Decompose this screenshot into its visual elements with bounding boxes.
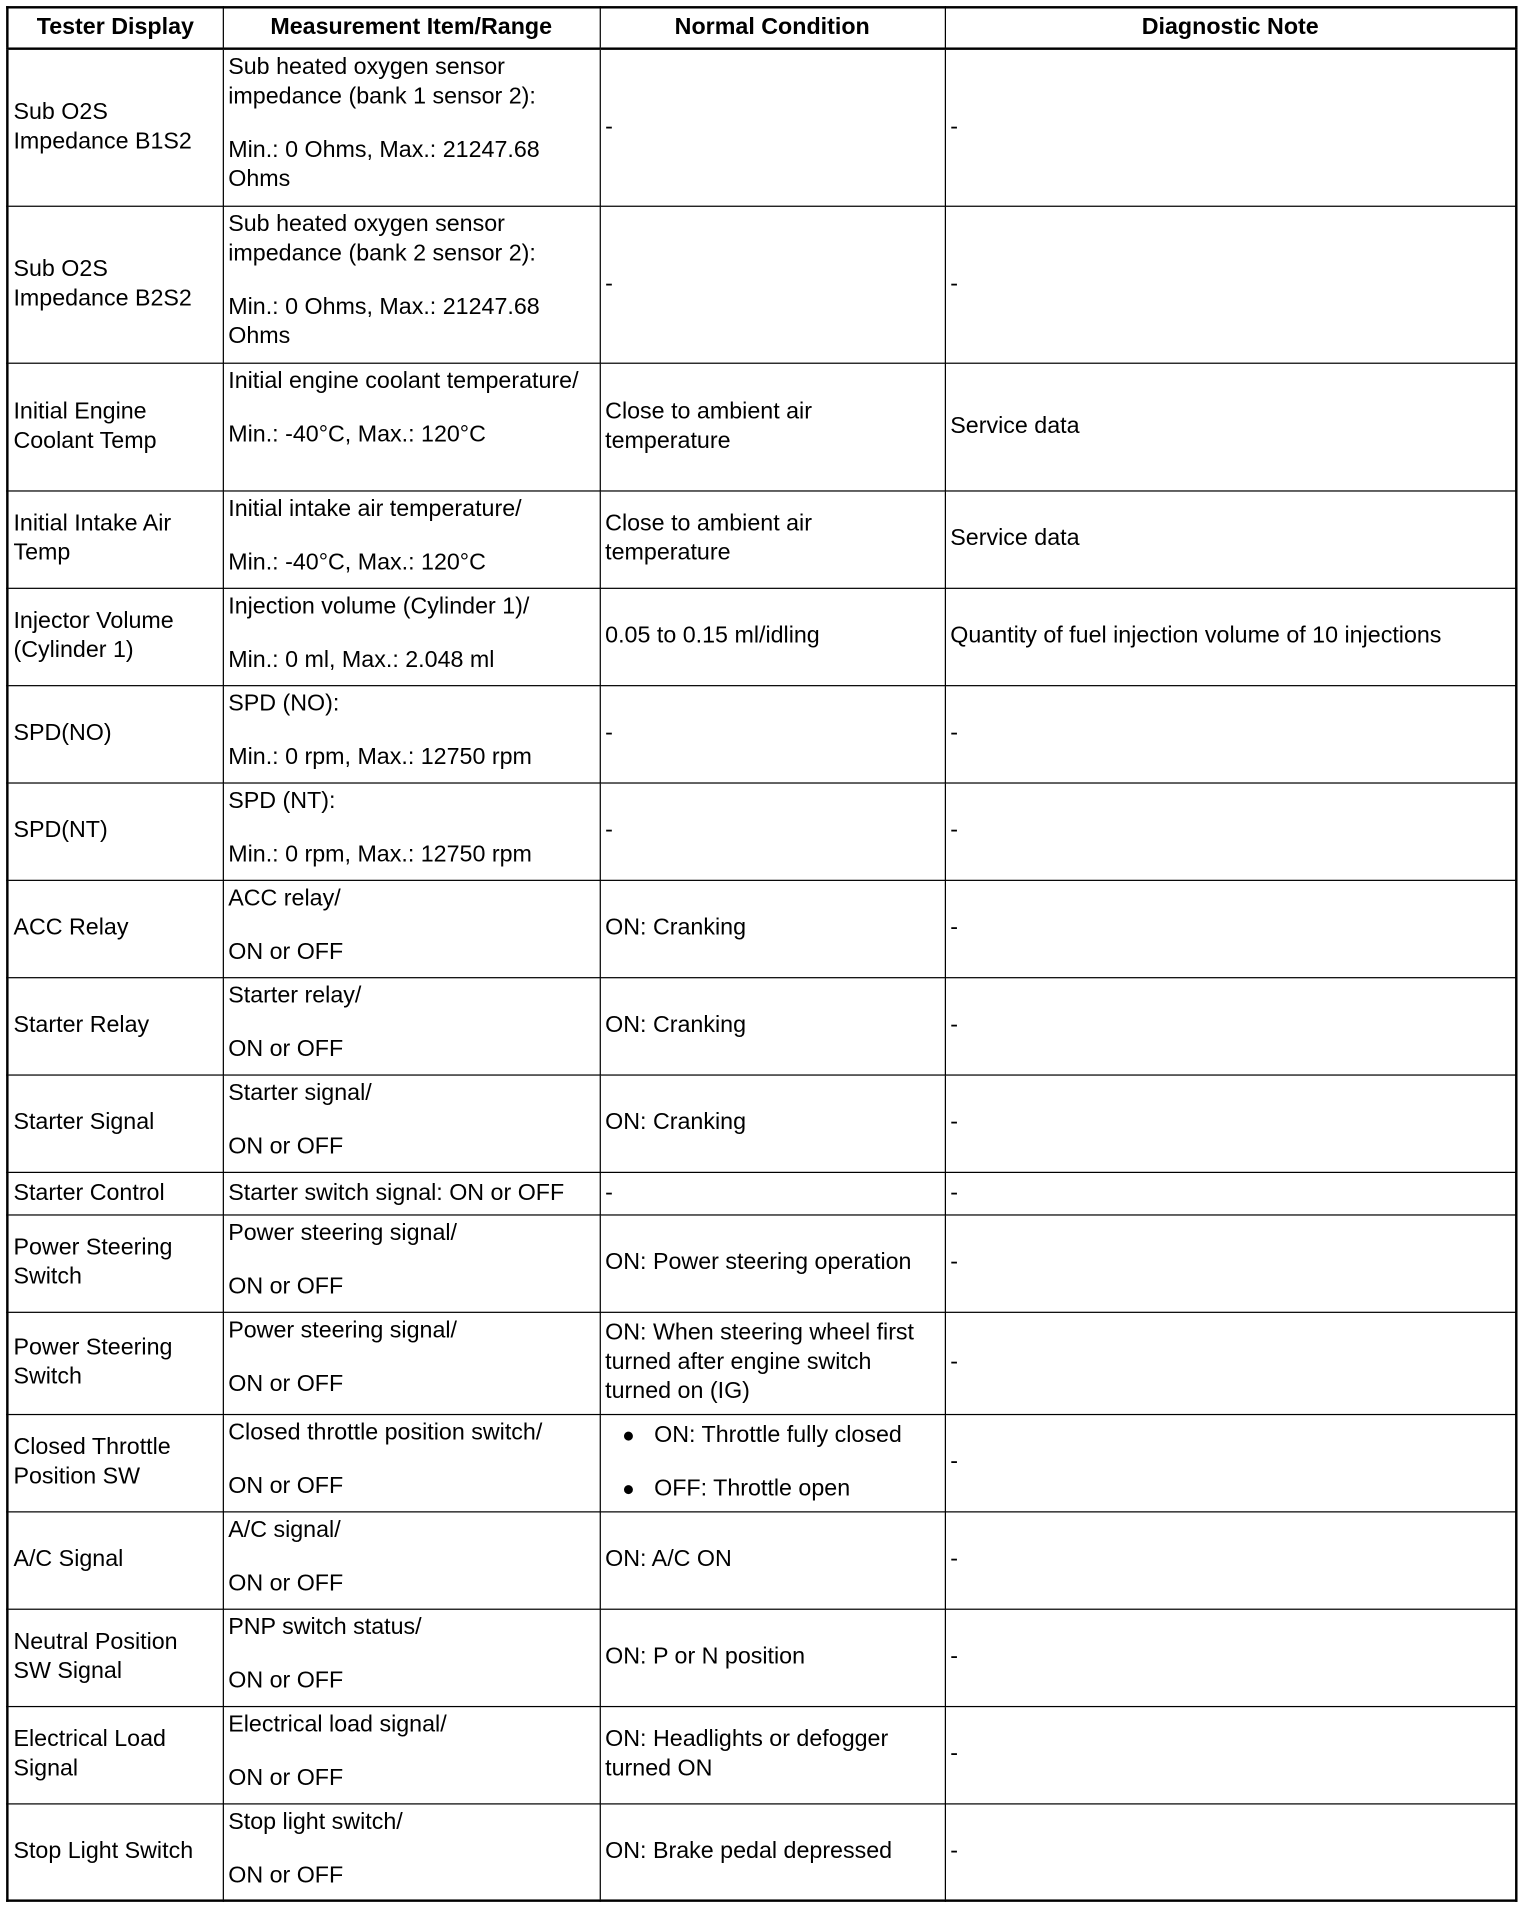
measurement-item-cell: [223, 1074, 600, 1171]
diagnostic-note-cell: -: [945, 1706, 1517, 1803]
measurement-item-text: Initial intake air temperature/: [228, 495, 522, 522]
normal-condition-cell: ON: Headlights or defogger turned ON: [600, 1706, 945, 1803]
table-row: [7, 782, 1516, 879]
diagnostic-note-cell: -: [945, 206, 1517, 363]
tester-display-cell: SPD(NO): [7, 685, 222, 782]
diagnostic-note-cell: Service data: [945, 363, 1517, 491]
table-row: [7, 206, 1516, 363]
normal-condition-cell: Close to ambient air temperature: [600, 363, 945, 491]
table-row: [7, 1803, 1516, 1900]
normal-condition-cell: -: [600, 49, 945, 206]
measurement-range-text: ON or OFF: [228, 1862, 344, 1888]
normal-condition-cell: ON: Power steering operation: [600, 1214, 945, 1311]
diagnostic-note-cell: -: [945, 685, 1517, 782]
measurement-item-cell: [223, 1172, 600, 1215]
tester-display-cell: Power Steering Switch: [7, 1312, 222, 1414]
measurement-item-text: SPD (NT):: [228, 787, 336, 814]
normal-condition-cell: -: [600, 685, 945, 782]
normal-condition-cell: ON: Cranking: [600, 977, 945, 1074]
normal-condition-cell: ON: Cranking: [600, 1074, 945, 1171]
table-row: [7, 49, 1516, 206]
measurement-item-cell: [223, 1609, 600, 1706]
diagnostic-note-cell: -: [945, 49, 1517, 206]
measurement-item-cell: [223, 1511, 600, 1608]
measurement-item-cell: [223, 1706, 600, 1803]
table-row: [7, 588, 1516, 685]
tester-display-cell: Closed Throttle Position SW: [7, 1414, 222, 1511]
table-row: [7, 1312, 1516, 1414]
table-row: [7, 1172, 1516, 1215]
header-diagnostic-note: Diagnostic Note: [945, 7, 1517, 48]
measurement-item-cell: [223, 206, 600, 363]
table-row: [7, 1511, 1516, 1608]
tester-display-cell: Neutral Position SW Signal: [7, 1609, 222, 1706]
normal-condition-cell: [600, 1414, 945, 1511]
measurement-range-text: ON or OFF: [228, 1036, 344, 1062]
measurement-item-text: Starter signal/: [228, 1079, 372, 1106]
tester-display-cell: Starter Signal: [7, 1074, 222, 1171]
measurement-item-text: Initial engine coolant temperature/: [228, 368, 579, 394]
tester-display-cell: Initial Intake Air Temp: [7, 490, 222, 587]
tester-display-cell: Sub O2S Impedance B1S2: [7, 49, 222, 206]
normal-condition-cell: Close to ambient air temperature: [600, 490, 945, 587]
diagnostic-note-cell: -: [945, 1312, 1517, 1414]
normal-condition-cell: ON: P or N position: [600, 1609, 945, 1706]
table-header-row: [7, 7, 1516, 48]
tester-display-cell: Stop Light Switch: [7, 1803, 222, 1900]
table-row: [7, 977, 1516, 1074]
measurement-item-text: Stop light switch/: [228, 1808, 403, 1835]
diagnostic-note-cell: -: [945, 1803, 1517, 1900]
measurement-range-text: ON or OFF: [228, 1764, 344, 1791]
measurement-item-cell: [223, 1312, 600, 1414]
measurement-item-cell: [223, 782, 600, 879]
normal-condition-bullet: ● ON: Throttle fully closed: [622, 1421, 939, 1450]
measurement-item-text: Power steering signal/: [228, 1317, 458, 1343]
normal-condition-cell: ON: When steering wheel first turned after engine switch turned on (IG): [600, 1312, 945, 1414]
measurement-range-text: ON or OFF: [228, 1570, 344, 1596]
diagnostic-note-cell: Quantity of fuel injection volume of 10 injections: [945, 588, 1517, 685]
normal-condition-cell: -: [600, 206, 945, 363]
measurement-item-cell: [223, 977, 600, 1074]
tester-display-cell: Initial Engine Coolant Temp: [7, 363, 222, 491]
normal-condition-cell: ON: A/C ON: [600, 1511, 945, 1608]
diagnostic-note-cell: -: [945, 1074, 1517, 1171]
normal-condition-cell: 0.05 to 0.15 ml/idling: [600, 588, 945, 685]
measurement-range-text: Min.: -40°C, Max.: 120°C: [228, 549, 486, 575]
measurement-item-text: Closed throttle position switch/: [228, 1419, 543, 1445]
measurement-item-cell: [223, 1803, 600, 1900]
table-row: [7, 1074, 1516, 1171]
measurement-item-text: Injection volume (Cylinder 1)/: [228, 593, 530, 619]
measurement-range-text: ON or OFF: [228, 1667, 344, 1694]
table-row: [7, 363, 1516, 491]
tester-display-cell: ACC Relay: [7, 880, 222, 977]
diagnostic-note-cell: -: [945, 977, 1517, 1074]
measurement-item-text: ACC relay/: [228, 885, 341, 911]
table-row: [7, 1214, 1516, 1311]
diagnostic-note-cell: -: [945, 1609, 1517, 1706]
measurement-range-text: Min.: 0 ml, Max.: 2.048 ml: [228, 646, 495, 673]
measurement-item-text: Starter switch signal: ON or OFF: [228, 1179, 565, 1206]
measurement-item-text: Sub heated oxygen sensor impedance (bank 1 sensor 2):: [228, 54, 536, 110]
measurement-item-cell: [223, 880, 600, 977]
table-row: [7, 880, 1516, 977]
tester-display-cell: Electrical Load Signal: [7, 1706, 222, 1803]
measurement-item-cell: [223, 49, 600, 206]
table-row: [7, 1706, 1516, 1803]
header-normal-condition: Normal Condition: [600, 7, 945, 48]
table-row: [7, 1414, 1516, 1511]
measurement-item-cell: [223, 1414, 600, 1511]
diagnostic-note-cell: -: [945, 1511, 1517, 1608]
diagnostic-note-cell: -: [945, 1214, 1517, 1311]
header-measurement-item: Measurement Item/Range: [223, 7, 600, 48]
diagnostic-note-cell: -: [945, 1172, 1517, 1215]
normal-condition-cell: -: [600, 1172, 945, 1215]
measurement-item-cell: [223, 588, 600, 685]
measurement-range-text: Min.: 0 Ohms, Max.: 21247.68 Ohms: [228, 137, 540, 193]
data-list-table: [6, 6, 1517, 1902]
measurement-range-text: Min.: -40°C, Max.: 120°C: [228, 421, 486, 448]
normal-condition-bullet: ● OFF: Throttle open: [622, 1475, 939, 1504]
tester-display-cell: Power Steering Switch: [7, 1214, 222, 1311]
normal-condition-cell: ON: Cranking: [600, 880, 945, 977]
measurement-range-text: Min.: 0 rpm, Max.: 12750 rpm: [228, 841, 532, 867]
table-row: [7, 685, 1516, 782]
measurement-range-text: Min.: 0 rpm, Max.: 12750 rpm: [228, 744, 532, 770]
measurement-item-text: PNP switch status/: [228, 1614, 422, 1640]
measurement-item-text: Electrical load signal/: [228, 1711, 447, 1737]
measurement-item-cell: [223, 1214, 600, 1311]
measurement-item-cell: [223, 363, 600, 491]
table-row: [7, 1609, 1516, 1706]
measurement-item-text: Starter relay/: [228, 982, 362, 1009]
measurement-item-text: SPD (NO):: [228, 690, 340, 717]
diagnostic-note-cell: Service data: [945, 490, 1517, 587]
measurement-range-text: ON or OFF: [228, 1273, 344, 1299]
measurement-range-text: ON or OFF: [228, 1370, 344, 1397]
normal-condition-cell: -: [600, 782, 945, 879]
diagnostic-note-cell: -: [945, 880, 1517, 977]
measurement-range-text: ON or OFF: [228, 1133, 344, 1160]
measurement-range-text: ON or OFF: [228, 938, 344, 965]
header-tester-display: Tester Display: [7, 7, 222, 48]
diagnostic-note-cell: -: [945, 782, 1517, 879]
normal-condition-list: [605, 1421, 939, 1504]
tester-display-cell: A/C Signal: [7, 1511, 222, 1608]
normal-condition-cell: ON: Brake pedal depressed: [600, 1803, 945, 1900]
measurement-item-text: Power steering signal/: [228, 1219, 458, 1246]
table-row: [7, 490, 1516, 587]
measurement-item-text: A/C signal/: [228, 1516, 341, 1543]
tester-display-cell: Starter Control: [7, 1172, 222, 1215]
diagnostic-note-cell: -: [945, 1414, 1517, 1511]
tester-display-cell: Injector Volume (Cylinder 1): [7, 588, 222, 685]
tester-display-cell: SPD(NT): [7, 782, 222, 879]
tester-display-cell: Sub O2S Impedance B2S2: [7, 206, 222, 363]
measurement-item-text: Sub heated oxygen sensor impedance (bank 2 sensor 2):: [228, 211, 536, 266]
measurement-item-cell: [223, 490, 600, 587]
tester-display-cell: Starter Relay: [7, 977, 222, 1074]
measurement-range-text: Min.: 0 Ohms, Max.: 21247.68 Ohms: [228, 293, 540, 349]
measurement-range-text: ON or OFF: [228, 1472, 344, 1499]
measurement-item-cell: [223, 685, 600, 782]
